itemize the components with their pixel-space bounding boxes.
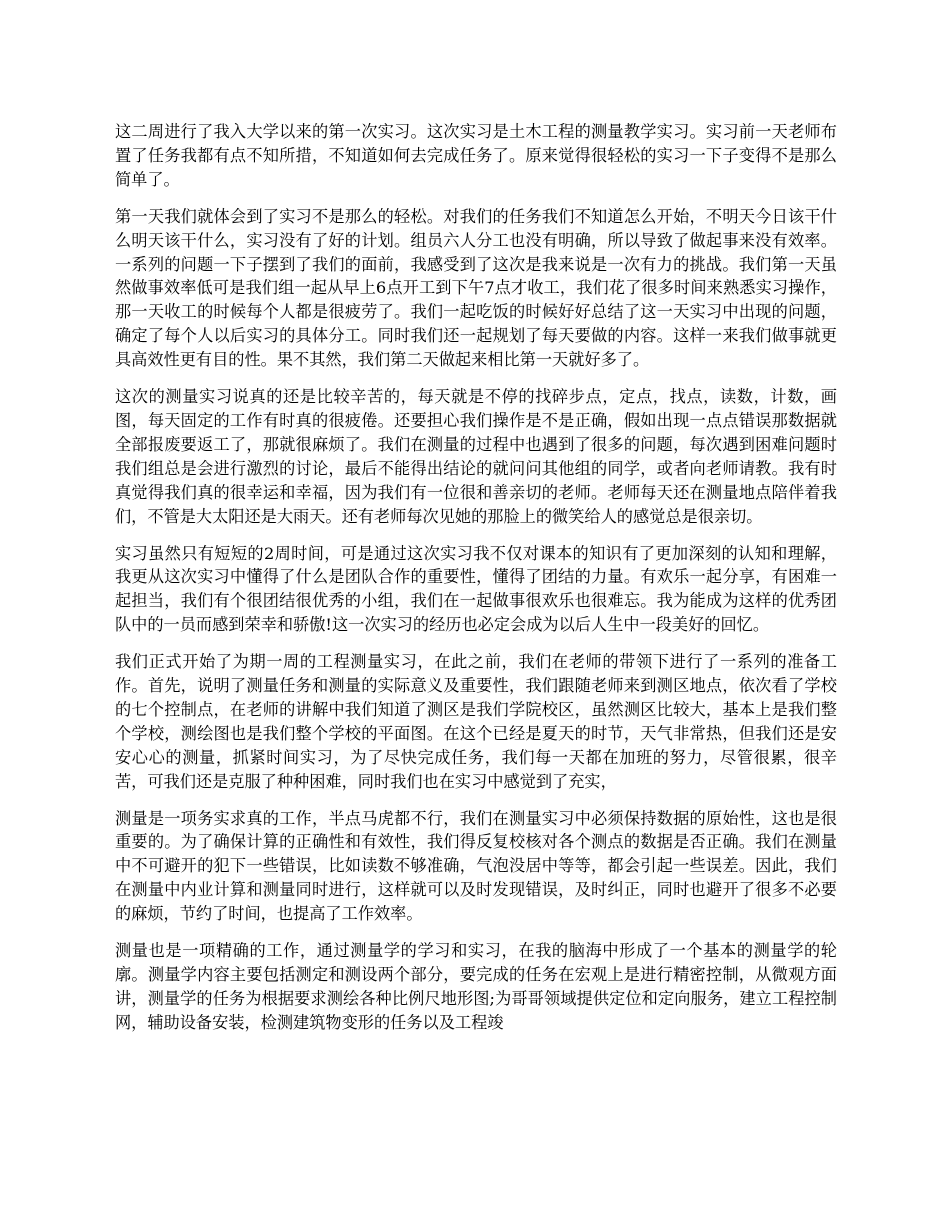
paragraph-6: 测量是一项务实求真的工作，半点马虎都不行，我们在测量实习中必须保持数据的原始性，这也是很重要的。为了确保计算的正确性和有效性，我们得反复校核对各个测点的数据是否正确。我们在测量中不可避开的犯下一些错误，比如读数不够准确，气泡没居中等等，都会引起一些误差。因此，我们在测量中内业计算和测量同时进行，这样就可以及时发现错误，及时纠正，同时也避开了很多不必要的麻烦，节约了时间，也提高了工作效率。 xyxy=(115,808,837,924)
paragraph-4: 实习虽然只有短短的2周时间，可是通过这次实习我不仅对课本的知识有了更加深刻的认知和理解，我更从这次实习中懂得了什么是团队合作的重要性，懂得了团结的力量。有欢乐一起分享，有困难一起担当，我们有个很团结很优秀的小组，我们在一起做事很欢乐也很难忘。我为能成为这样的优秀团队中的一员而感到荣幸和骄傲!这一次实习的经历也必定会成为以后人生中一段美好的回忆。 xyxy=(115,543,837,635)
paragraph-1: 这二周进行了我入大学以来的第一次实习。这次实习是土木工程的测量教学实习。实习前一天老师布置了任务我都有点不知所措，不知道如何去完成任务了。原来觉得很轻松的实习一下子变得不是那么简单了。 xyxy=(115,122,837,189)
document-page xyxy=(115,120,837,1048)
paragraph-3: 这次的测量实习说真的还是比较辛苦的，每天就是不停的找碎步点，定点，找点，读数，计数，画图，每天固定的工作有时真的很疲倦。还要担心我们操作是不是正确，假如出现一点点错误那数据就全部报废要返工了，那就很麻烦了。我们在测量的过程中也遇到了很多的问题，每次遇到困难问题时我们组总是会进行激烈的讨论，最后不能得出结论的就问问其他组的同学，或者向老师请教。我有时真觉得我们真的很幸运和幸福，因为我们有一位很和善亲切的老师。老师每天还在测量地点陪伴着我们，不管是大太阳还是大雨天。还有老师每次见她的那脸上的微笑给人的感觉总是很亲切。 xyxy=(115,387,837,526)
paragraph-7: 测量也是一项精确的工作，通过测量学的学习和实习，在我的脑海中形成了一个基本的测量学的轮廓。测量学内容主要包括测定和测设两个部分，要完成的任务在宏观上是进行精密控制，从微观方面讲，测量学的任务为根据要求测绘各种比例尺地形图;为哥哥领域提供定位和定向服务，建立工程控制网，辅助设备安装，检测建筑物变形的任务以及工程竣 xyxy=(115,941,837,1032)
paragraph-2: 第一天我们就体会到了实习不是那么的轻松。对我们的任务我们不知道怎么开始，不明天今日该干什么明天该干什么，实习没有了好的计划。组员六人分工也没有明确，所以导致了做起事来没有效率。一系列的问题一下子摆到了我们的面前，我感受到了这次是我来说是一次有力的挑战。我们第一天虽然做事效率低可是我们组一起从早上6点开工到下午7点才收工，我们花了很多时间来熟悉实习操作，那一天收工的时候每个人都是很疲劳了。我们一起吃饭的时候好好总结了这一天实习中出现的问题，确定了每个人以后实习的具体分工。同时我们还一起规划了每天要做的内容。这样一来我们做事就更具高效性更有目的性。果不其然，我们第二天做起来相比第一天就好多了。 xyxy=(115,206,837,370)
paragraph-5: 我们正式开始了为期一周的工程测量实习，在此之前，我们在老师的带领下进行了一系列的准备工作。首先，说明了测量任务和测量的实际意义及重要性，我们跟随老师来到测区地点，依次看了学校的七个控制点，在老师的讲解中我们知道了测区是我们学院校区，虽然测区比较大，基本上是我们整个学校，测绘图也是我们整个学校的平面图。在这个已经是夏天的时节，天气非常热，但我们还是安安心心的测量，抓紧时间实习，为了尽快完成任务，我们每一天都在加班的努力，尽管很累，很辛苦，可我们还是克服了种种困难，同时我们也在实习中感觉到了充实， xyxy=(115,652,837,791)
